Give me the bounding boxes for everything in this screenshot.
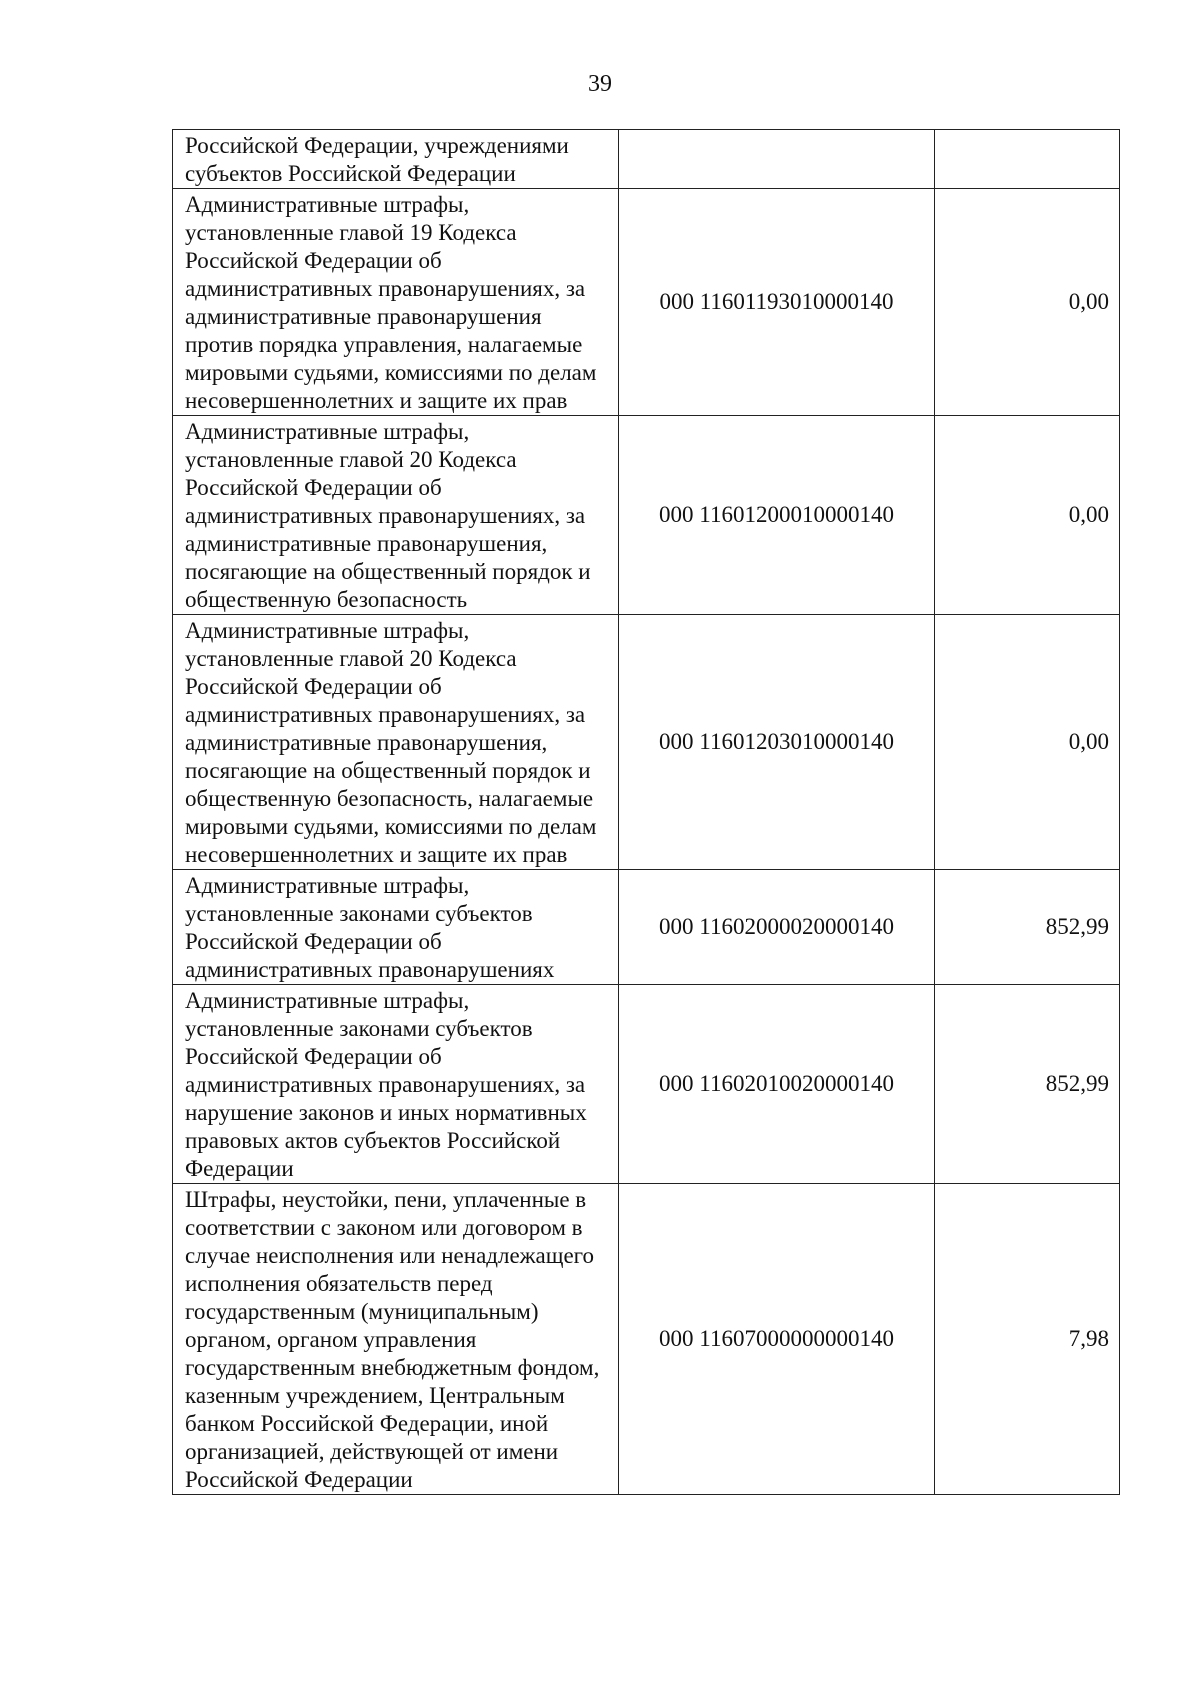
row-name: Административные штрафы, установленные главой 20 Кодекса Российской Федерации об административных правонарушениях, за административные правонарушения, посягающие на общественный порядок и общественную безопасность	[173, 416, 619, 615]
row-code	[619, 130, 935, 189]
table-row	[173, 870, 1120, 985]
row-name: Российской Федерации, учреждениями субъектов Российской Федерации	[173, 130, 619, 189]
row-code: 000 11601200010000140	[619, 416, 935, 615]
table-row	[173, 189, 1120, 416]
revenue-table	[172, 129, 1120, 1495]
row-amount: 7,98	[935, 1184, 1120, 1495]
row-amount: 0,00	[935, 189, 1120, 416]
row-amount: 852,99	[935, 985, 1120, 1184]
row-code: 000 11602010020000140	[619, 985, 935, 1184]
row-code: 000 11601203010000140	[619, 615, 935, 870]
row-code: 000 11607000000000140	[619, 1184, 935, 1495]
row-amount: 0,00	[935, 615, 1120, 870]
row-amount: 0,00	[935, 416, 1120, 615]
row-amount: 852,99	[935, 870, 1120, 985]
row-name: Административные штрафы, установленные главой 19 Кодекса Российской Федерации об административных правонарушениях, за административные правонарушения против порядка управления, налагаемые мировыми судьями, комиссиями по делам несовершеннолетних и защите их прав	[173, 189, 619, 416]
row-name: Административные штрафы, установленные законами субъектов Российской Федерации об административных правонарушениях	[173, 870, 619, 985]
row-code: 000 11602000020000140	[619, 870, 935, 985]
table-row	[173, 615, 1120, 870]
table-row	[173, 985, 1120, 1184]
table-row	[173, 1184, 1120, 1495]
row-name: Штрафы, неустойки, пени, уплаченные в соответствии с законом или договором в случае неисполнения или ненадлежащего исполнения обязательств перед государственным (муниципальным) органом, органом управления государственным внебюджетным фондом, казенным учреждением, Центральным банком Российской Федерации, иной организацией, действующей от имени Российской Федерации	[173, 1184, 619, 1495]
row-code: 000 11601193010000140	[619, 189, 935, 416]
table-row	[173, 130, 1120, 189]
row-amount	[935, 130, 1120, 189]
row-name: Административные штрафы, установленные законами субъектов Российской Федерации об административных правонарушениях, за нарушение законов и иных нормативных правовых актов субъектов Российской Федерации	[173, 985, 619, 1184]
table-row	[173, 416, 1120, 615]
row-name: Административные штрафы, установленные главой 20 Кодекса Российской Федерации об административных правонарушениях, за административные правонарушения, посягающие на общественный порядок и общественную безопасность, налагаемые мировыми судьями, комиссиями по делам несовершеннолетних и защите их прав	[173, 615, 619, 870]
page-number: 39	[588, 71, 612, 97]
